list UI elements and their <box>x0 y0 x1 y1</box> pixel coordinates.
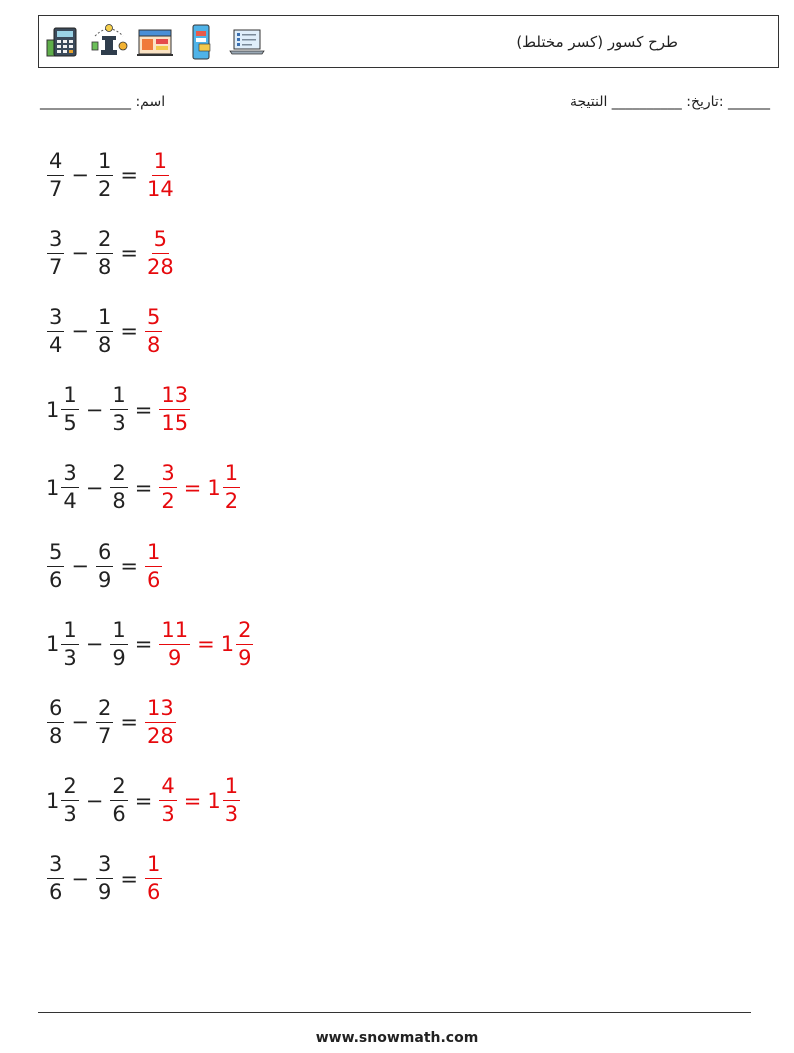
shop-window-icon <box>135 22 175 62</box>
answer-mixed-fraction <box>223 463 240 512</box>
denominator: 7 <box>49 176 63 201</box>
problem-row <box>46 140 177 210</box>
answer-fraction <box>159 463 176 512</box>
denominator: 14 <box>146 176 174 201</box>
numerator: 2 <box>96 229 113 254</box>
numerator: 11 <box>159 620 190 645</box>
minus-sign: − <box>71 554 89 578</box>
equals-sign: = <box>134 475 153 500</box>
numerator: 3 <box>159 463 176 488</box>
answer-fraction <box>145 304 162 357</box>
answer-mixed-number <box>207 776 241 825</box>
minus-sign: − <box>71 241 89 266</box>
numerator: 5 <box>145 307 162 332</box>
numerator: 5 <box>152 229 169 254</box>
problem-row <box>46 844 163 914</box>
subtrahend-fraction <box>96 854 113 903</box>
equals-sign: = <box>183 788 202 813</box>
numerator: 1 <box>110 620 127 645</box>
subtrahend-fraction <box>96 226 113 279</box>
minuend-fraction <box>47 226 64 279</box>
answer <box>144 854 163 903</box>
numerator: 1 <box>223 776 240 801</box>
numerator: 1 <box>96 307 113 332</box>
denominator: 8 <box>97 254 112 279</box>
denominator: 2 <box>224 489 239 514</box>
laptop-checklist-icon <box>227 22 267 62</box>
problem-row <box>46 531 163 601</box>
numerator: 3 <box>47 307 64 332</box>
answer-mixed-fraction <box>236 617 253 670</box>
denominator: 3 <box>63 645 77 670</box>
subtrahend-fraction <box>110 776 127 825</box>
whole-number: 1 <box>220 632 235 657</box>
minus-sign: − <box>85 475 104 500</box>
minuend-fraction <box>47 539 64 592</box>
whole-number: 1 <box>207 475 221 500</box>
subtrahend-fraction <box>110 463 127 512</box>
equals-sign: = <box>183 475 202 500</box>
minuend-fraction <box>47 304 64 357</box>
numerator: 1 <box>152 151 169 176</box>
denominator: 6 <box>49 880 63 905</box>
numerator: 4 <box>159 776 176 801</box>
equals-sign: = <box>134 788 153 813</box>
minuend-fraction <box>47 854 64 903</box>
problem-row <box>46 609 254 679</box>
problem-row <box>46 375 191 445</box>
whole-number: 1 <box>207 788 221 813</box>
denominator: 2 <box>161 489 175 514</box>
numerator: 1 <box>110 385 127 410</box>
minuend-fraction <box>47 148 64 201</box>
subtrahend-fraction <box>110 385 127 434</box>
numerator: 6 <box>47 698 64 723</box>
numerator: 3 <box>96 854 113 879</box>
minus-sign: − <box>71 319 89 344</box>
subtrahend-fraction <box>110 617 127 670</box>
problem-row <box>46 766 241 836</box>
numerator: 1 <box>145 542 162 567</box>
numerator: 13 <box>145 698 176 723</box>
answer-fraction <box>159 776 176 825</box>
denominator: 8 <box>112 489 126 514</box>
numerator: 5 <box>47 542 64 567</box>
numerator: 6 <box>96 542 113 567</box>
denominator: 8 <box>97 332 112 357</box>
denominator: 28 <box>146 254 174 279</box>
worksheet-title: طرح كسور (كسر مختلط) <box>516 33 678 51</box>
problem-row <box>46 218 177 288</box>
denominator: 6 <box>49 567 63 592</box>
denominator: 6 <box>146 567 161 592</box>
minus-sign: − <box>85 788 104 813</box>
answer-fraction <box>145 854 162 903</box>
whole-number: 1 <box>46 632 60 657</box>
numerator: 1 <box>223 463 240 488</box>
denominator: 9 <box>168 645 182 670</box>
minus-sign: − <box>71 163 89 187</box>
minus-sign: − <box>85 632 104 657</box>
numerator: 3 <box>47 854 64 879</box>
answer-fraction <box>145 148 176 201</box>
header-icons <box>43 22 267 62</box>
equals-sign: = <box>120 163 138 187</box>
denominator: 5 <box>63 411 77 436</box>
equals-sign: = <box>120 319 138 344</box>
minus-sign: − <box>71 866 89 891</box>
minus-sign: − <box>85 397 104 422</box>
minuend-fraction <box>61 385 78 434</box>
whole-number: 1 <box>46 788 60 813</box>
answer-fraction <box>159 385 190 434</box>
answer <box>158 776 241 825</box>
denominator: 4 <box>63 489 77 514</box>
denominator: 9 <box>238 645 252 670</box>
answer-mixed-fraction <box>223 776 240 825</box>
answer-fraction <box>145 539 162 592</box>
denominator: 9 <box>97 567 112 592</box>
denominator: 9 <box>112 645 126 670</box>
denominator: 8 <box>49 723 63 748</box>
denominator: 4 <box>49 332 63 357</box>
date-result-field: ______ :تاريخ: __________ النتيجة <box>569 94 770 110</box>
chess-rook-idea-icon <box>89 22 129 62</box>
phone-app-icon <box>181 22 221 62</box>
equals-sign: = <box>120 710 138 735</box>
denominator: 3 <box>63 802 77 827</box>
problem-row <box>46 453 241 523</box>
denominator: 7 <box>97 723 112 748</box>
denominator: 28 <box>146 723 174 748</box>
answer-fraction <box>145 226 176 279</box>
minuend-fraction <box>61 776 78 825</box>
numerator: 13 <box>159 385 190 410</box>
answer <box>144 226 177 279</box>
denominator: 9 <box>97 880 112 905</box>
problem-row <box>46 296 163 366</box>
answer <box>144 695 177 748</box>
equals-sign: = <box>120 866 138 891</box>
minus-sign: − <box>71 710 89 735</box>
equals-sign: = <box>120 241 138 266</box>
numerator: 1 <box>96 151 113 176</box>
minuend-fraction <box>61 617 78 670</box>
denominator: 6 <box>112 802 126 827</box>
answer <box>144 148 177 201</box>
minuend-fraction <box>61 463 78 512</box>
header-box <box>38 15 779 68</box>
numerator: 4 <box>47 151 64 176</box>
denominator: 7 <box>49 254 63 279</box>
subtrahend-fraction <box>96 304 113 357</box>
subtrahend-fraction <box>96 148 113 201</box>
whole-number: 1 <box>46 397 60 422</box>
numerator: 2 <box>110 463 127 488</box>
denominator: 3 <box>161 802 175 827</box>
numerator: 2 <box>236 620 253 645</box>
whole-number: 1 <box>46 475 60 500</box>
problem-row <box>46 687 177 757</box>
subtrahend-fraction <box>96 695 113 748</box>
name-field: اسم: _____________ <box>40 94 166 110</box>
numerator: 1 <box>61 620 78 645</box>
numerator: 2 <box>96 698 113 723</box>
answer <box>144 304 163 357</box>
answer <box>158 463 241 512</box>
numerator: 2 <box>61 776 78 801</box>
answer <box>158 617 254 670</box>
calculator-money-icon <box>43 22 83 62</box>
equals-sign: = <box>197 632 215 657</box>
equals-sign: = <box>120 554 138 578</box>
minuend-fraction <box>47 695 64 748</box>
denominator: 15 <box>161 411 189 436</box>
answer-mixed-number <box>220 617 255 670</box>
denominator: 3 <box>112 411 126 436</box>
denominator: 2 <box>97 176 112 201</box>
numerator: 3 <box>61 463 78 488</box>
answer-fraction <box>145 695 176 748</box>
footer-url: www.snowmath.com <box>315 1030 479 1046</box>
denominator: 8 <box>146 332 161 357</box>
denominator: 3 <box>224 802 239 827</box>
numerator: 1 <box>145 854 162 879</box>
answer <box>144 539 163 592</box>
equals-sign: = <box>134 397 153 422</box>
answer <box>158 385 191 434</box>
numerator: 1 <box>61 385 78 410</box>
denominator: 6 <box>146 880 161 905</box>
numerator: 3 <box>47 229 64 254</box>
footer-divider <box>38 1012 751 1013</box>
equals-sign: = <box>134 632 153 657</box>
answer-fraction <box>159 617 190 670</box>
answer-mixed-number <box>207 463 241 512</box>
numerator: 2 <box>110 776 127 801</box>
subtrahend-fraction <box>96 539 113 592</box>
